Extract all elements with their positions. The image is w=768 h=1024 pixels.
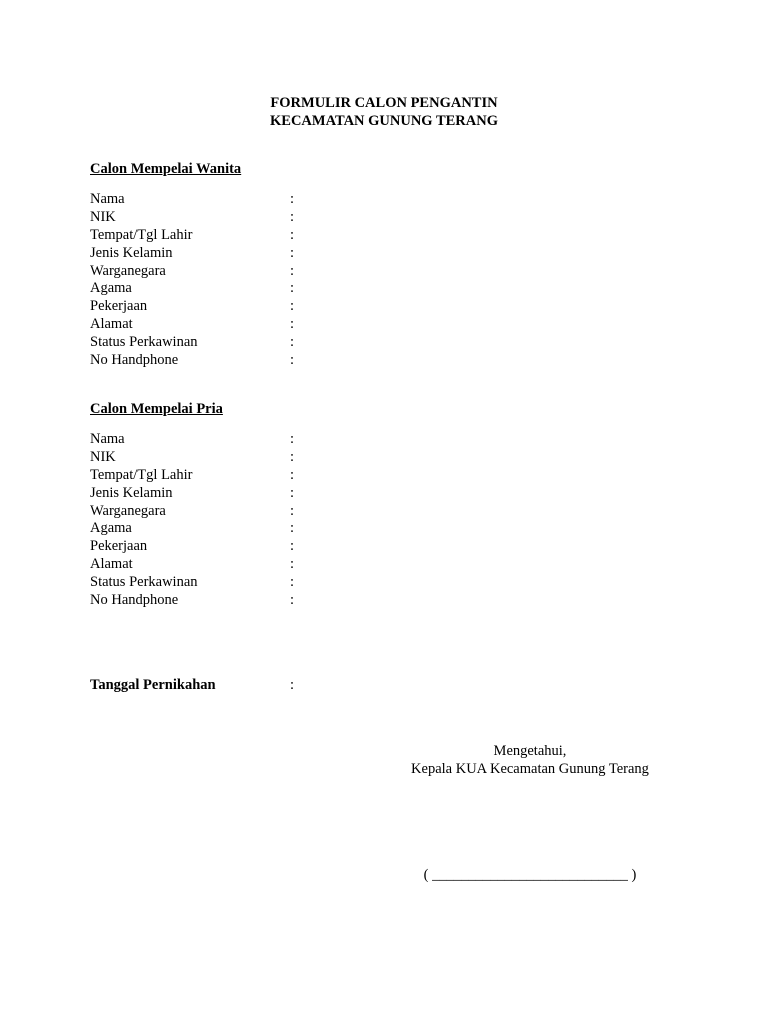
form-title [0, 94, 768, 130]
groom-field-row [90, 485, 390, 503]
approval-title: Kepala KUA Kecamatan Gunung Terang [411, 761, 649, 777]
field-separator: : [290, 334, 295, 351]
field-separator: : [290, 502, 295, 519]
field-separator: : [290, 352, 295, 369]
groom-field-label: Jenis Kelamin [90, 484, 173, 501]
groom-field-label: No Handphone [90, 592, 179, 609]
bride-field-label: Alamat [90, 316, 133, 333]
bride-field-row [90, 227, 390, 245]
groom-field-label: Agama [90, 520, 132, 537]
bride-field-label: Pekerjaan [90, 298, 148, 315]
wedding-date-row [90, 676, 390, 694]
groom-field-row [90, 592, 390, 610]
field-separator: : [290, 226, 295, 243]
bride-field-row [90, 334, 390, 352]
field-separator: : [290, 316, 295, 333]
field-separator: : [290, 556, 295, 573]
bride-field-label: Agama [90, 280, 132, 297]
groom-field-label: NIK [90, 448, 116, 465]
field-separator: : [290, 298, 295, 315]
field-separator: : [290, 677, 295, 693]
bride-field-label: Warganegara [90, 262, 166, 279]
bride-field-row [90, 263, 390, 281]
field-separator: : [290, 574, 295, 591]
bride-fields [90, 191, 390, 370]
field-separator: : [290, 191, 295, 207]
bride-field-row [90, 316, 390, 334]
bride-field-row [90, 298, 390, 316]
groom-section-heading: Calon Mempelai Pria [90, 401, 223, 417]
title-line-2: KECAMATAN GUNUNG TERANG [270, 113, 498, 129]
groom-field-label: Warganegara [90, 502, 166, 519]
groom-field-label: Nama [90, 431, 125, 447]
groom-fields [90, 431, 390, 610]
bride-field-label: No Handphone [90, 352, 179, 369]
bride-field-row [90, 352, 390, 370]
groom-field-row [90, 431, 390, 449]
groom-field-label: Pekerjaan [90, 538, 148, 555]
wedding-date-label: Tanggal Pernikahan [90, 677, 216, 693]
groom-field-label: Alamat [90, 556, 133, 573]
groom-field-row [90, 538, 390, 556]
bride-field-row [90, 191, 390, 209]
groom-field-row [90, 574, 390, 592]
field-separator: : [290, 592, 295, 609]
field-separator: : [290, 520, 295, 537]
title-line-1: FORMULIR CALON PENGANTIN [270, 95, 498, 111]
field-separator: : [290, 208, 295, 225]
bride-field-label: Jenis Kelamin [90, 244, 173, 261]
groom-field-row [90, 556, 390, 574]
field-separator: : [290, 448, 295, 465]
field-separator: : [290, 466, 295, 483]
bride-field-row [90, 280, 390, 298]
signature-line: ( ___________________________ ) [423, 867, 637, 883]
groom-field-row [90, 449, 390, 467]
field-separator: : [290, 484, 295, 501]
field-separator: : [290, 244, 295, 261]
groom-field-row [90, 520, 390, 538]
bride-field-label: Status Perkawinan [90, 334, 198, 351]
bride-field-row [90, 245, 390, 263]
groom-field-label: Tempat/Tgl Lahir [90, 466, 193, 483]
field-separator: : [290, 262, 295, 279]
field-separator: : [290, 280, 295, 297]
bride-field-row [90, 209, 390, 227]
approval-known-label: Mengetahui, [493, 743, 567, 759]
bride-field-label: NIK [90, 208, 116, 225]
groom-field-row [90, 503, 390, 521]
bride-field-label: Nama [90, 191, 125, 207]
bride-section-heading: Calon Mempelai Wanita [90, 161, 242, 177]
groom-field-label: Status Perkawinan [90, 574, 198, 591]
field-separator: : [290, 431, 295, 447]
bride-field-label: Tempat/Tgl Lahir [90, 226, 193, 243]
groom-field-row [90, 467, 390, 485]
field-separator: : [290, 538, 295, 555]
